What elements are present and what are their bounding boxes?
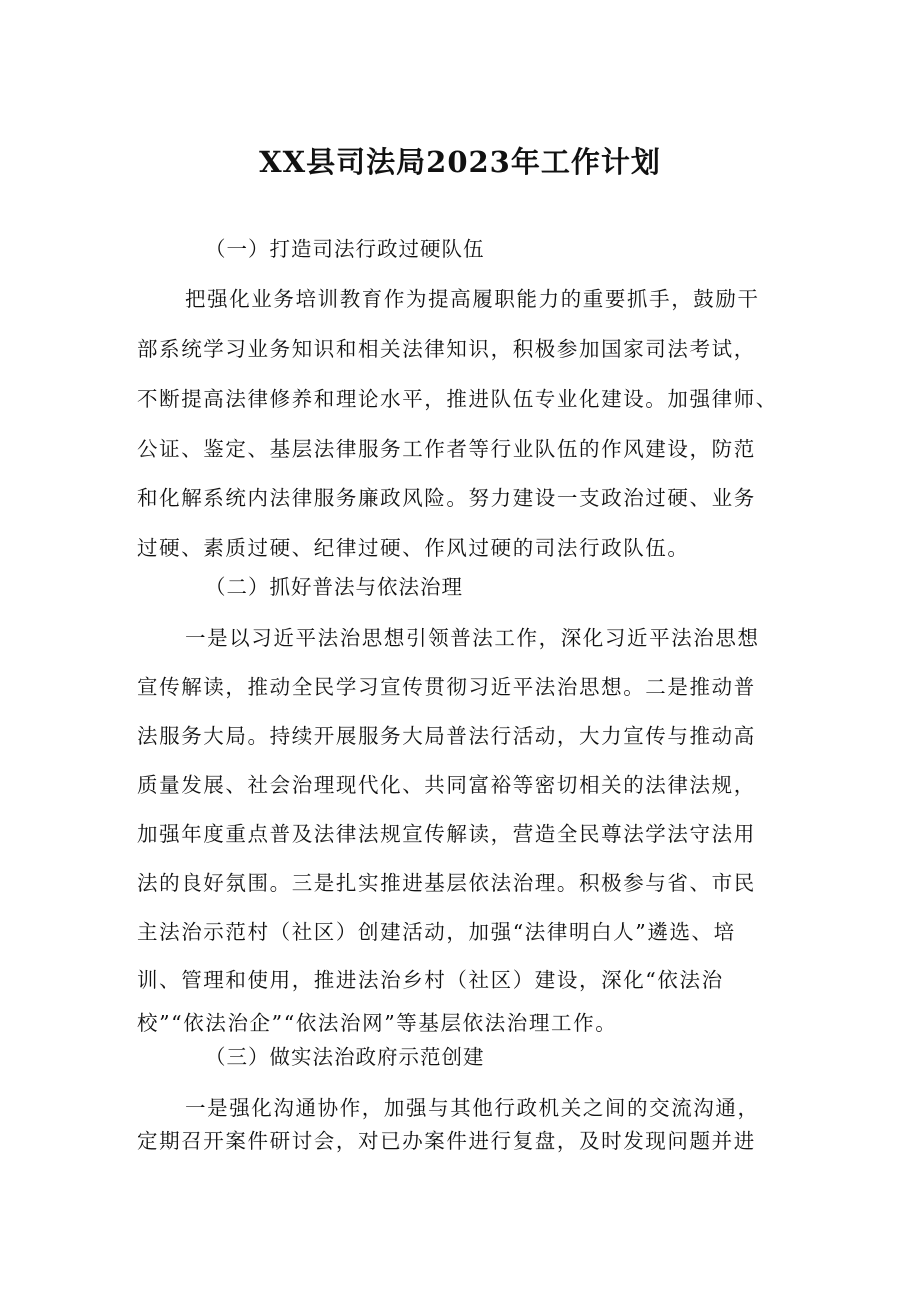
paragraph-line: 部系统学习业务知识和相关法律知识，积极参加国家司法考试， [137,337,756,361]
paragraph-line: 法的良好氛围。三是扎实推进基层依法治理。积极参与省、市民 [137,871,756,895]
paragraph-line: 质量发展、社会治理现代化、共同富裕等密切相关的法律法规， [137,773,756,797]
document-title: XX县司法局2023年工作计划 [259,145,661,179]
paragraph-line: 宣传解读，推动全民学习宣传贯彻习近平法治思想。二是推动普 [137,675,756,699]
paragraph-line: 过硬、素质过硬、纪律过硬、作风过硬的司法行政队伍。 [137,536,690,560]
paragraph-line: 和化解系统内法律服务廉政风险。努力建设一支政治过硬、业务 [137,486,756,510]
paragraph-line: 主法治示范村（社区）创建活动，加强“法律明白人”遴选、培 [137,920,736,944]
paragraph-line: 把强化业务培训教育作为提高履职能力的重要抓手，鼓励干 [185,287,760,311]
section-heading-1: （一）打造司法行政过硬队伍 [205,237,485,261]
paragraph-line: 公证、鉴定、基层法律服务工作者等行业队伍的作风建设，防范 [137,437,756,461]
paragraph-line: 一是以习近平法治思想引领普法工作，深化习近平法治思想 [185,626,760,650]
paragraph-line: 定期召开案件研讨会，对已办案件进行复盘，及时发现问题并进 [137,1129,756,1153]
paragraph-line: 不断提高法律修养和理论水平，推进队伍专业化建设。加强律师、 [137,387,778,411]
paragraph-line: 加强年度重点普及法律法规宣传解读，营造全民尊法学法守法用 [137,822,756,846]
section-heading-3: （三）做实法治政府示范创建 [205,1045,485,1069]
paragraph-line: 法服务大局。持续开展服务大局普法行活动，大力宣传与推动高 [137,724,756,748]
paragraph-line: 校”“依法治企”“依法治网”等基层依法治理工作。 [137,1011,618,1035]
paragraph-line: 训、管理和使用，推进法治乡村（社区）建设，深化“依法治 [137,968,724,992]
paragraph-line: 一是强化沟通协作，加强与其他行政机关之间的交流沟通， [185,1096,760,1120]
section-heading-2: （二）抓好普法与依法治理 [205,575,463,599]
